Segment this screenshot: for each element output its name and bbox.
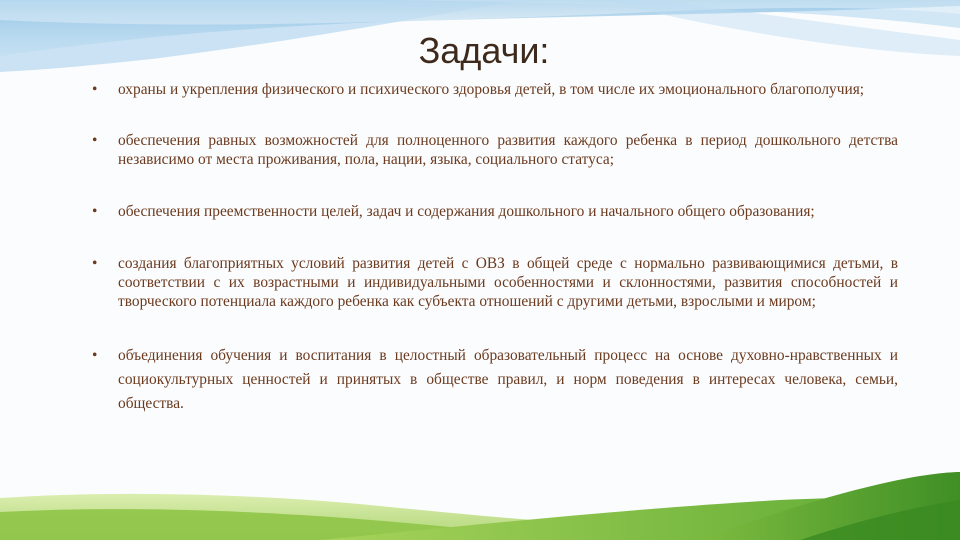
list-item xyxy=(92,80,898,99)
list-item-text: обеспечения равных возможностей для полноценного развития каждого ребенка в период дошкольного детства независимо от места проживания, пола, нации, языка, социального статуса; xyxy=(118,132,898,168)
list-item-text: создания благоприятных условий развития детей с ОВЗ в общей среде с нормально развивающимися детьми, в соответствии с их возрастными и индивидуальными особенностями и склонностями, развития способностей и творческого потенциала каждого ребенка как субъекта отношений с другими детьми, взрослыми и миром; xyxy=(118,255,898,310)
slide-title: Задачи: xyxy=(418,30,550,71)
bullet-icon: • xyxy=(92,81,98,98)
bullet-icon: • xyxy=(92,255,98,272)
list-item-text: охраны и укрепления физического и психического здоровья детей, в том числе их эмоционального благополучия; xyxy=(118,81,865,98)
grass-hills-decoration xyxy=(0,472,960,540)
bullet-icon: • xyxy=(92,132,98,149)
list-item xyxy=(92,131,898,169)
list-item-text: обеспечения преемственности целей, задач и содержания дошкольного и начального общего образования; xyxy=(118,203,815,220)
bullet-icon: • xyxy=(92,347,98,364)
bullet-icon: • xyxy=(92,203,98,220)
list-item xyxy=(92,202,898,221)
list-item-text: объединения обучения и воспитания в целостный образовательный процесс на основе духовно-нравственных и социокультурных ценностей и принятых в обществе правил, и норм поведения в интересах человека, семьи, общества. xyxy=(118,347,898,412)
list-item xyxy=(92,254,898,311)
list-item xyxy=(92,344,898,416)
task-list xyxy=(92,80,898,416)
